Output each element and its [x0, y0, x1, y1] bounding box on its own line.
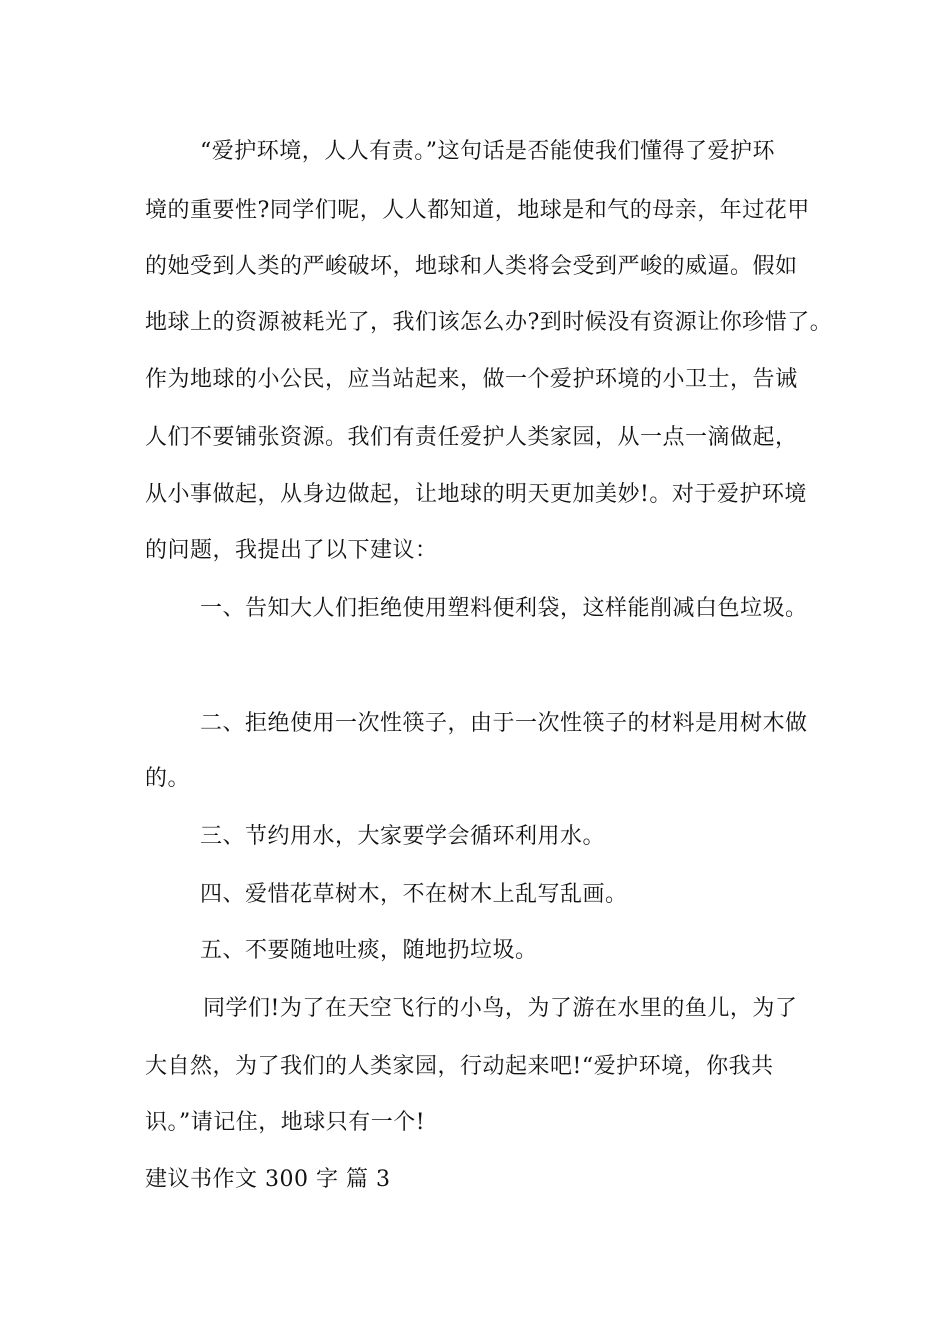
- paragraph-line: 同学们!为了在天空飞行的小鸟，为了游在水里的鱼儿，为了: [203, 996, 798, 1021]
- paragraph-line: 的问题，我提出了以下建议：: [145, 538, 438, 563]
- suggestion-item: 二、拒绝使用一次性筷子，由于一次性筷子的材料是用树木做: [200, 711, 808, 736]
- paragraph-line: 从小事做起，从身边做起，让地球的明天更加美妙!。对于爱护环境: [145, 482, 807, 507]
- paragraph-line: 境的重要性?同学们呢，人人都知道，地球是和气的母亲，年过花甲: [145, 198, 810, 223]
- paragraph-line: 的她受到人类的严峻破坏，地球和人类将会受到严峻的威逼。假如: [145, 254, 798, 279]
- paragraph-line: 人们不要铺张资源。我们有责任爱护人类家园，从一点一滴做起，: [145, 425, 798, 450]
- suggestion-item: 一、告知大人们拒绝使用塑料便利袋，这样能削减白色垃圾。: [200, 596, 808, 621]
- suggestion-item: 五、不要随地吐痰，随地扔垃圾。: [200, 938, 538, 963]
- section-heading: 建议书作文 300 字 篇 3: [145, 1167, 391, 1192]
- paragraph-line: “爱护环境，人人有责。”这句话是否能使我们懂得了爱护环: [200, 139, 775, 164]
- suggestion-item: 三、节约用水，大家要学会循环利用水。: [200, 824, 606, 849]
- paragraph-line: 地球上的资源被耗光了，我们该怎么办?到时候没有资源让你珍惜了。: [145, 310, 833, 335]
- paragraph-line: 识。”请记住，地球只有一个!: [145, 1110, 426, 1135]
- suggestion-item: 四、爱惜花草树木，不在树木上乱写乱画。: [200, 882, 628, 907]
- suggestion-item-continuation: 的。: [145, 766, 191, 791]
- paragraph-line: 大自然，为了我们的人类家园，行动起来吧!“爱护环境，你我共: [145, 1054, 774, 1079]
- paragraph-line: 作为地球的小公民，应当站起来，做一个爱护环境的小卫士，告诫: [145, 367, 798, 392]
